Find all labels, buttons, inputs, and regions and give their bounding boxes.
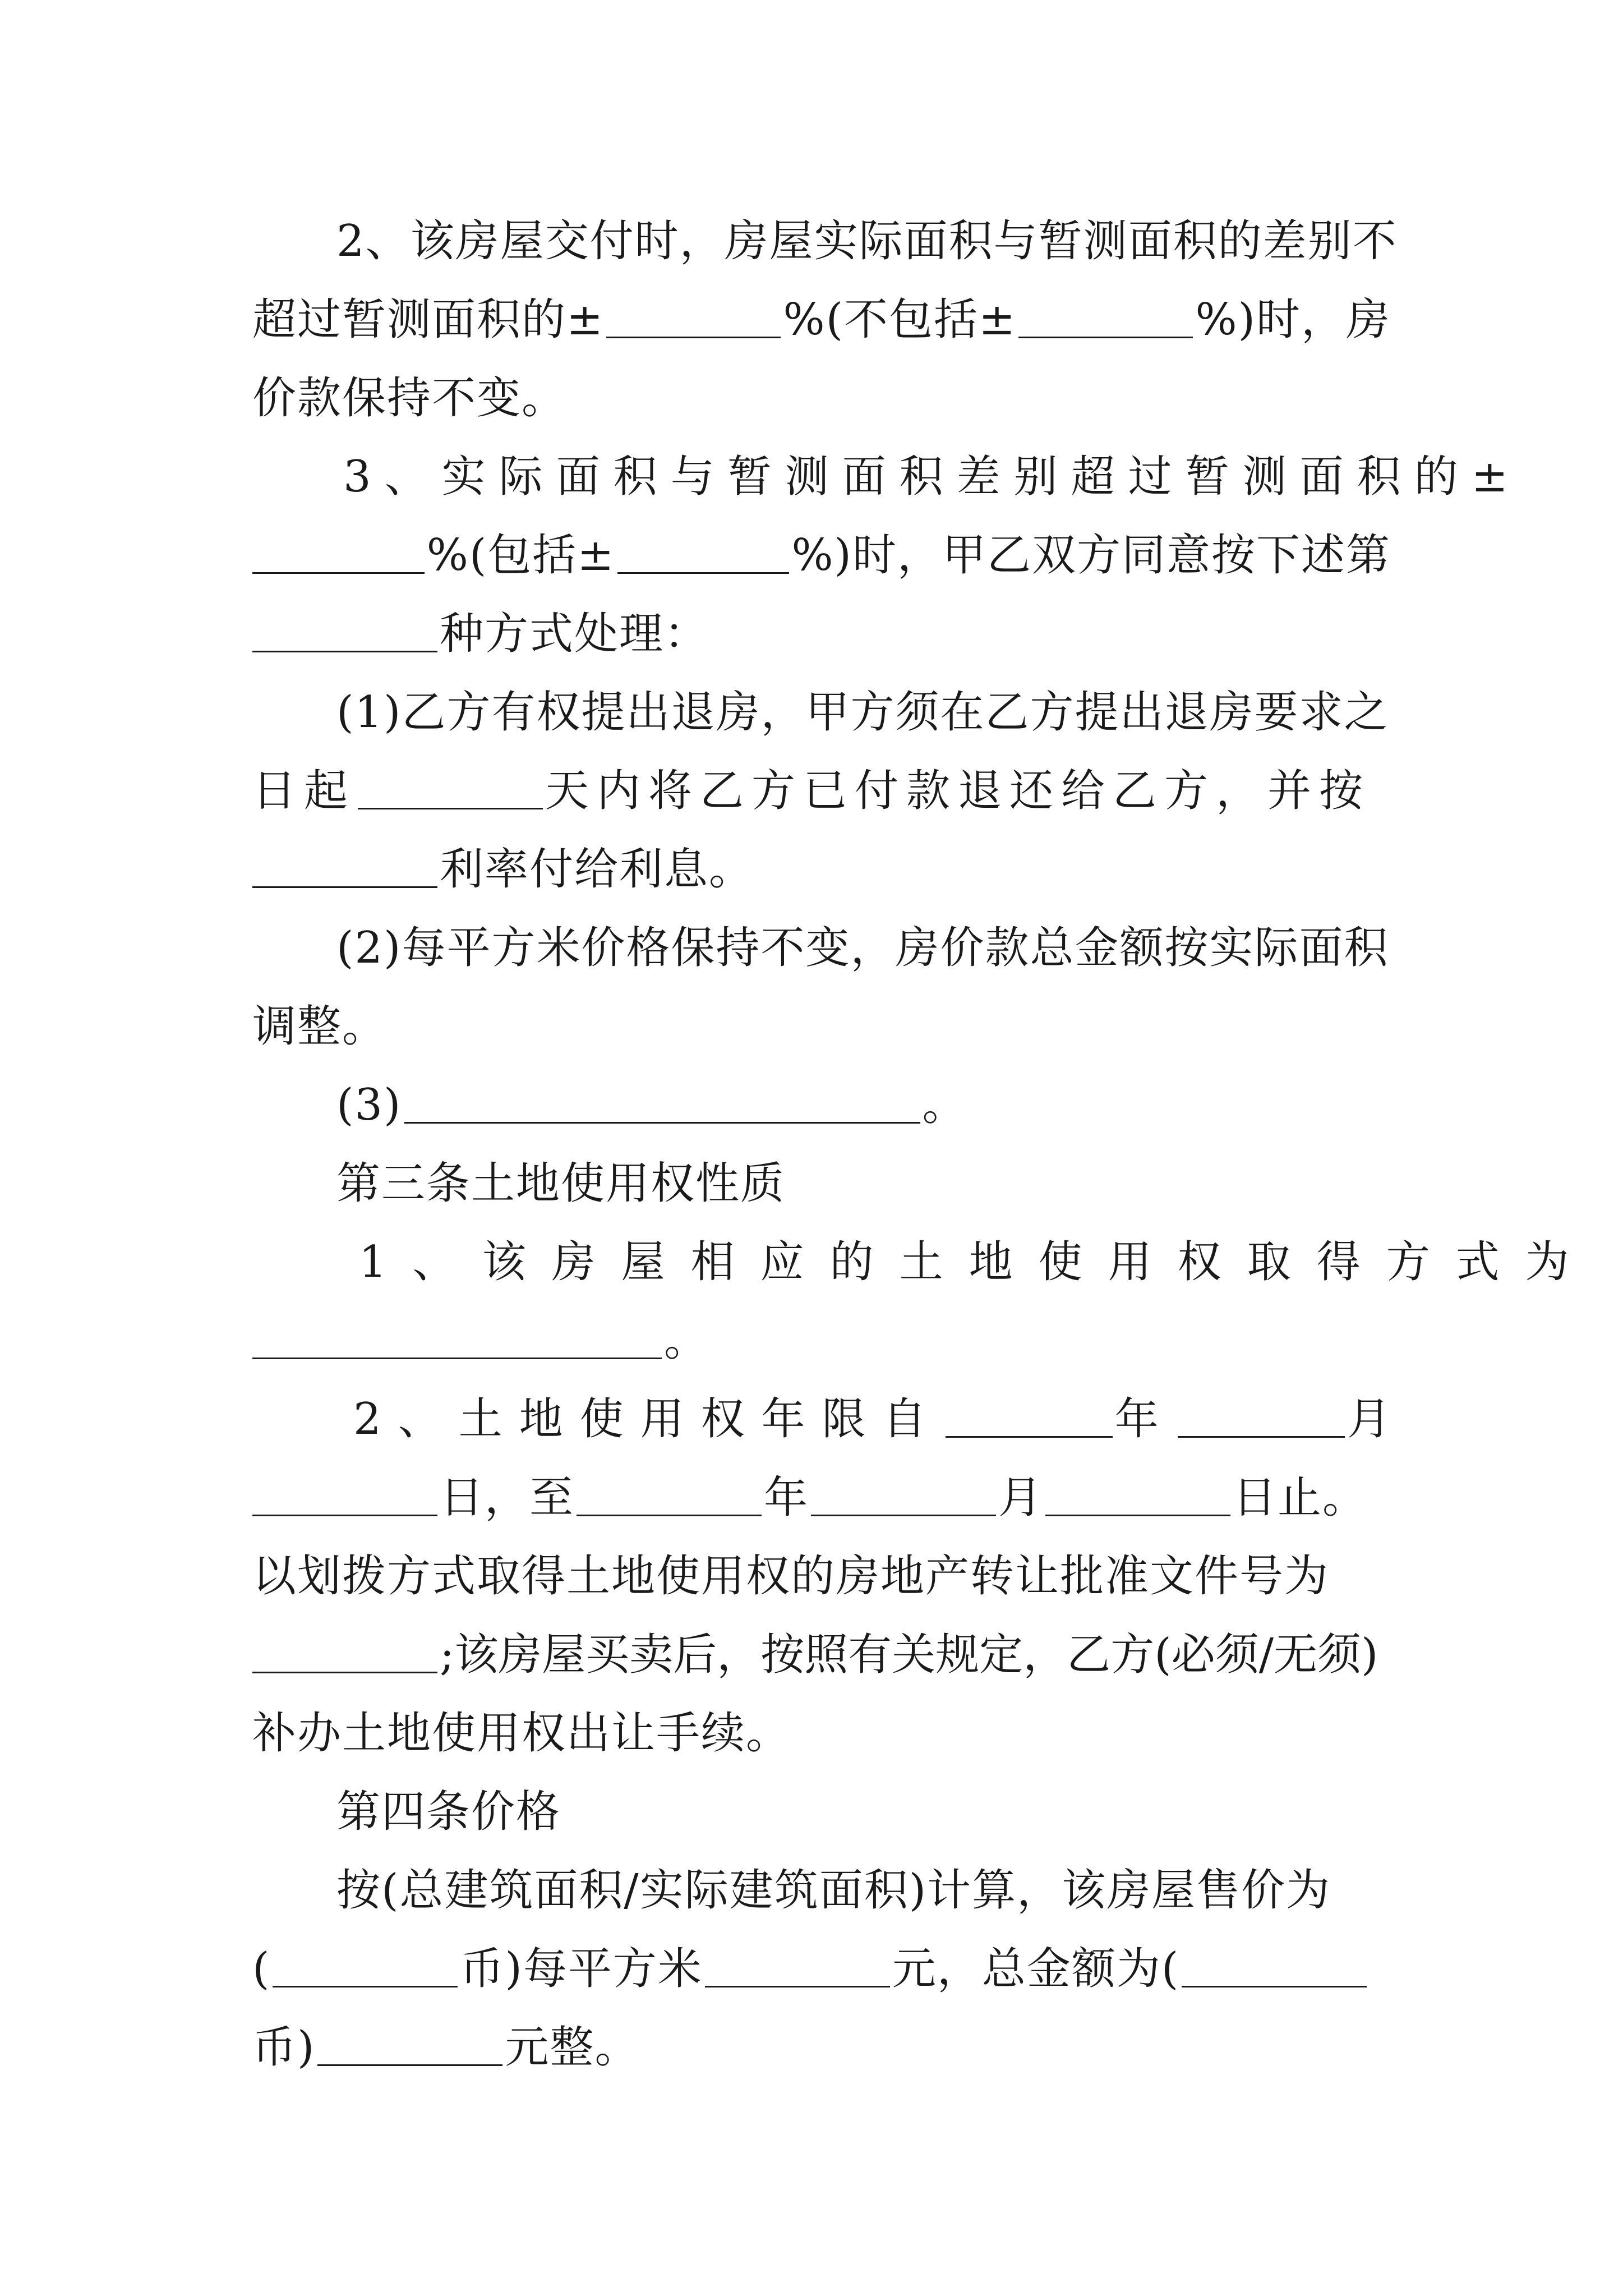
text-segment: ;该房屋买卖后，按照有关规定，乙方(必须/无须) [440,1630,1378,1680]
fill-in-blank[interactable] [606,295,781,338]
fill-in-blank[interactable] [252,1316,662,1359]
text-segment: 种方式处理： [440,609,709,659]
fill-in-blank[interactable] [252,1473,437,1516]
text-segment: 月 [998,1473,1044,1523]
text-segment: 日，至 [440,1473,575,1523]
fill-in-blank[interactable] [252,1630,437,1673]
text-segment: 日起 [252,766,356,816]
paragraph-line [252,527,1391,583]
text-segment: 。 [664,1315,709,1366]
text-segment: 2、土地使用权年限自 [353,1394,943,1444]
text-segment: %)时，甲乙双方同意按下述第 [791,530,1391,581]
fill-in-blank[interactable] [404,1080,920,1124]
fill-in-blank[interactable] [1045,1473,1230,1516]
paragraph-line [252,1470,1419,1526]
fill-in-blank[interactable] [252,531,425,574]
text-segment: (3) [336,1080,402,1130]
paragraph-line [336,1077,1391,1133]
fill-in-blank[interactable] [317,2023,502,2066]
text-segment: 利率付给利息。 [440,844,754,895]
paragraph-line [252,606,1391,662]
paragraph-line [336,1862,1391,1918]
fill-in-blank[interactable] [1178,1395,1345,1438]
fill-in-blank[interactable] [617,531,790,574]
fill-in-blank[interactable] [358,766,543,809]
fill-in-blank[interactable] [1182,1944,1367,1987]
section-heading [336,1784,1391,1840]
fill-in-blank[interactable] [252,609,437,652]
text-segment: 第三条土地使用权性质 [336,1158,786,1209]
text-segment: 2、该房屋交付时，房屋实际面积与暂测面积的差别不 [336,216,1398,266]
fill-in-blank[interactable] [577,1473,762,1516]
fill-in-blank[interactable] [705,1944,890,1987]
text-segment: 年 [764,1473,809,1523]
text-segment: 3、实际面积与暂测面积差别超过暂测面积的± [343,452,1521,502]
text-segment: 1、该房屋相应的土地使用权取得方式为 [359,1237,1595,1287]
paragraph-line [336,920,1391,976]
paragraph-line [336,213,1398,269]
text-segment: 以划拨方式取得土地使用权的房地产转让批准文件号为 [252,1551,1330,1602]
text-segment: 价款保持不变。 [252,373,567,424]
text-segment: 调整。 [252,1001,388,1052]
fill-in-blank[interactable] [811,1473,996,1516]
paragraph-line [252,1548,1391,1604]
paragraph-line [252,999,1391,1055]
paragraph-line [336,684,1391,740]
text-segment: 补办土地使用权出让手续。 [252,1708,791,1759]
paragraph-line [252,2019,1391,2076]
text-segment: 月 [1347,1394,1408,1444]
paragraph-line [353,1391,1408,1447]
paragraph-line [252,1941,1391,1997]
text-segment: 币) [252,2022,316,2073]
text-segment: 日止。 [1233,1473,1368,1523]
text-segment: 元，总金额为( [892,1944,1180,1994]
paragraph-line [252,1705,1391,1761]
text-segment: 。 [922,1080,967,1130]
text-segment: 第四条价格 [336,1787,561,1837]
text-segment: ( [252,1944,271,1994]
paragraph-line [343,449,1521,505]
paragraph-line [252,763,1391,819]
text-segment: (2)每平方米价格保持不变，房价款总金额按实际面积 [336,923,1389,973]
text-segment: 按(总建筑面积/实际建筑面积)计算，该房屋售价为 [336,1865,1331,1916]
text-segment: 天内将乙方已付款退还给乙方，并按 [545,766,1371,816]
text-segment: 币)每平方米 [460,1944,703,1994]
paragraph-line [252,370,1391,426]
text-segment: 超过暂测面积的± [252,295,605,345]
paragraph-line [359,1234,1595,1290]
paragraph-line [252,1313,1391,1369]
fill-in-blank[interactable] [946,1395,1113,1438]
text-segment: %(包括± [426,530,615,581]
section-heading [336,1156,1391,1212]
paragraph-line [252,292,1391,348]
paragraph-line [252,841,1391,898]
text-segment: %)时，房 [1195,295,1391,345]
text-segment: %(不包括± [783,295,1017,345]
fill-in-blank[interactable] [1018,295,1193,338]
fill-in-blank[interactable] [252,845,437,888]
text-segment: 年 [1114,1394,1175,1444]
paragraph-line [252,1627,1391,1683]
fill-in-blank[interactable] [273,1944,458,1987]
text-segment: (1)乙方有权提出退房，甲方须在乙方提出退房要求之 [336,687,1389,738]
text-segment: 元整。 [505,2022,640,2073]
